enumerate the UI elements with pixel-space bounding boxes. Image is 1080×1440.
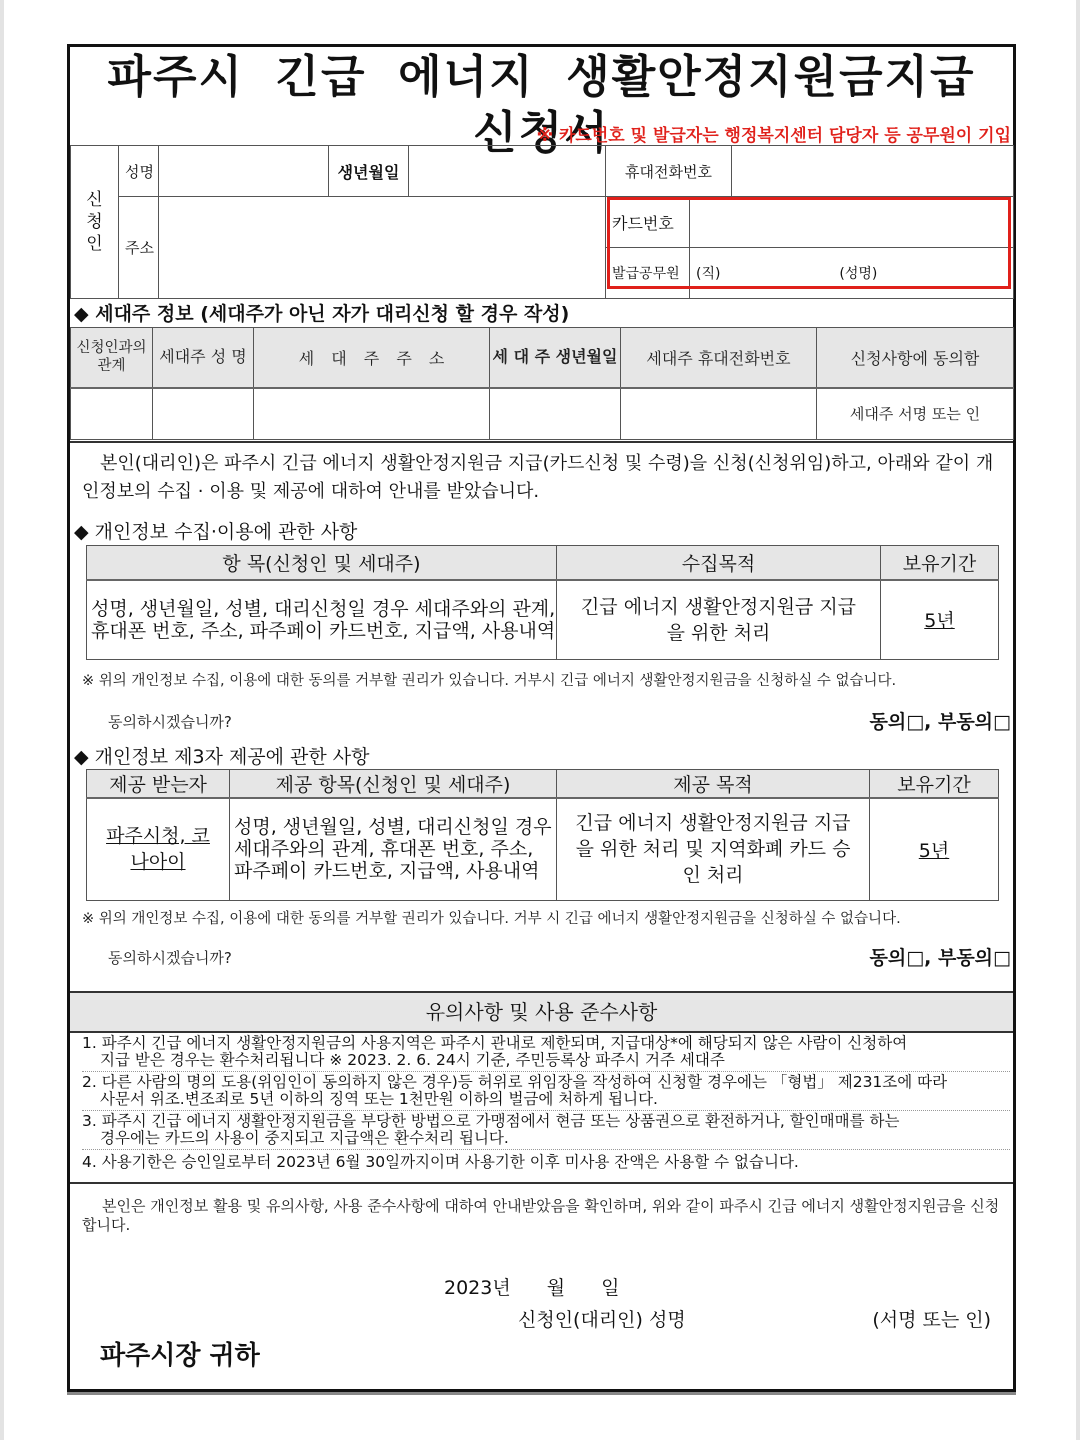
intro-paragraph: 본인(대리인)은 파주시 긴급 에너지 생활안정지원금 지급(카드신청 및 수령)을 신청(신청위임)하고, 아래와 같이 개인정보의 수집 · 이용 및 제공에 대하여 안내를 받았습니다.	[82, 453, 994, 502]
hh-phone-field[interactable]	[621, 388, 817, 440]
collection-refusal-note: ※ 위의 개인정보 수집, 이용에 대한 동의를 거부할 권리가 있습니다. 거부시 긴급 에너지 생활안정지원금을 신청하실 수 없습니다.	[82, 673, 897, 689]
provided-items: 성명, 생년월일, 성별, 대리신청일 경우 세대주와의 관계, 휴대폰 번호, 주소, 파주페이 카드번호, 지급액, 사용내역	[230, 798, 557, 900]
phone-label: 휴대전화번호	[606, 146, 732, 197]
third-party-period: 5년	[870, 798, 999, 900]
applicant-section-label: 신청인	[71, 146, 119, 299]
caution-heading: 유의사항 및 사용 준수사항	[70, 991, 1013, 1033]
signature-placeholder[interactable]: (서명 또는 인)	[872, 1309, 991, 1331]
collection-purpose: 긴급 에너지 생활안정지원금 지급을 위한 처리	[557, 580, 881, 660]
hh-name-field[interactable]	[153, 388, 254, 440]
application-form	[67, 44, 1016, 1392]
col-consent: 신청사항에 동의함	[817, 328, 1014, 388]
third-party-consent-question: 동의하시겠습니까?	[108, 949, 232, 967]
birth-field[interactable]	[409, 146, 606, 197]
caution-item-1: 1. 파주시 긴급 에너지 생활안정지원금의 사용지역은 파주시 관내로 제한되며, 지급대상*에 해당되지 않은 사람이 신청하여 지급 받은 경우는 환수처리됩니다 ※ 2023. 2. 6. 24시 기준, 주민등록상 파주시 거주 세대주	[82, 1033, 1010, 1072]
collection-table	[86, 545, 999, 660]
third-party-table	[86, 769, 999, 901]
official-use-highlight	[607, 197, 1011, 289]
birth-label: 생년월일	[329, 146, 409, 197]
relation-field[interactable]	[71, 388, 153, 440]
right-edge	[1076, 0, 1080, 1440]
col-hh-name: 세대주 성 명	[153, 328, 254, 388]
name-field[interactable]	[159, 146, 329, 197]
caution-item-3: 3. 파주시 긴급 에너지 생활안정지원금을 부당한 방법으로 가맹점에서 현금 또는 상품권으로 환전하거나, 할인매매를 하는 경우에는 카드의 사용이 중지되고 지급액은 환수처리 됩니다.	[82, 1111, 1010, 1150]
household-heading: ◆ 세대주 정보 (세대주가 아닌 자가 대리신청 할 경우 작성)	[74, 303, 570, 325]
applicant-signature-label: 신청인(대리인) 성명	[518, 1309, 686, 1331]
caution-item-4: 4. 사용기한은 승인일로부터 2023년 6월 30일까지이며 사용기한 이후 미사용 잔액은 사용할 수 없습니다.	[82, 1153, 799, 1171]
hh-signature-field[interactable]: 세대주 서명 또는 인	[817, 388, 1014, 440]
phone-field[interactable]	[732, 146, 1014, 197]
col-hh-address: 세 대 주 주 소	[254, 328, 490, 388]
col-provision-purpose: 제공 목적	[557, 770, 870, 799]
collection-consent-question: 동의하시겠습니까?	[108, 713, 232, 731]
name-label: 성명	[119, 146, 159, 197]
col-hh-phone: 세대주 휴대전화번호	[621, 328, 817, 388]
third-party-heading: ◆ 개인정보 제3자 제공에 관한 사항	[74, 746, 370, 768]
hh-address-field[interactable]	[254, 388, 490, 440]
collection-period: 5년	[881, 580, 999, 660]
left-edge	[0, 0, 4, 1440]
hh-birth-field[interactable]	[490, 388, 621, 440]
col-items: 항 목(신청인 및 세대주)	[87, 546, 557, 580]
official-fill-notice: ※ 카드번호 및 발급자는 행정복지센터 담당자 등 공무원이 기입	[536, 126, 1011, 146]
col-period: 보유기간	[870, 770, 999, 799]
date-line[interactable]: 2023년 월 일	[444, 1277, 620, 1299]
card-number-label: 카드번호	[606, 197, 690, 248]
col-period: 보유기간	[881, 546, 999, 580]
collection-consent-options[interactable]: 동의□, 부동의□	[869, 711, 1011, 733]
third-party-refusal-note: ※ 위의 개인정보 수집, 이용에 대한 동의를 거부할 권리가 있습니다. 거부 시 긴급 에너지 생활안정지원금을 신청하실 수 없습니다.	[82, 911, 901, 927]
caution-item-2: 2. 다른 사람의 명의 도용(위임인이 동의하지 않은 경우)등 허위로 위임장을 작성하여 신청할 경우에는 「형법」 제231조에 따라 사문서 위조.변조죄로 5년 이하의 징역 또는 1천만원 이하의 벌금에 처하게 됩니다.	[82, 1072, 1010, 1111]
issuer-label: 발급공무원	[606, 248, 690, 299]
address-field[interactable]	[159, 197, 606, 299]
caution-list	[82, 1033, 1010, 1173]
confirmation-text: 본인은 개인정보 활용 및 유의사항, 사용 준수사항에 대하여 안내받았음을 확인하며, 위와 같이 파주시 긴급 에너지 생활안정지원금을 신청합니다.	[82, 1197, 1000, 1234]
col-recipient: 제공 받는자	[87, 770, 230, 799]
issuer-position: (직)	[696, 266, 721, 282]
col-relation: 신청인과의 관계	[71, 328, 153, 388]
recipient-value: 파주시청, 코나아이	[87, 798, 230, 900]
collection-items: 성명, 생년월일, 성별, 대리신청일 경우 세대주와의 관계, 휴대폰 번호, 주소, 파주페이 카드번호, 지급액, 사용내역	[87, 580, 557, 660]
col-hh-birth: 세 대 주 생년월일	[490, 328, 621, 388]
form-title: 파주시 긴급 에너지 생활안정지원금지급 신청서	[107, 50, 976, 159]
provision-purpose: 긴급 에너지 생활안정지원금 지급을 위한 처리 및 지역화폐 카드 승인 처리	[557, 798, 870, 900]
divider	[70, 1182, 1013, 1184]
issuer-name: (성명)	[839, 266, 878, 282]
household-table	[70, 327, 1014, 440]
divider	[70, 441, 1013, 443]
addressee: 파주시장 귀하	[100, 1341, 260, 1371]
collection-heading: ◆ 개인정보 수집·이용에 관한 사항	[74, 521, 358, 543]
col-provided-items: 제공 항목(신청인 및 세대주)	[230, 770, 557, 799]
col-purpose: 수집목적	[557, 546, 881, 580]
third-party-consent-options[interactable]: 동의□, 부동의□	[869, 947, 1011, 969]
address-label: 주소	[119, 197, 159, 299]
